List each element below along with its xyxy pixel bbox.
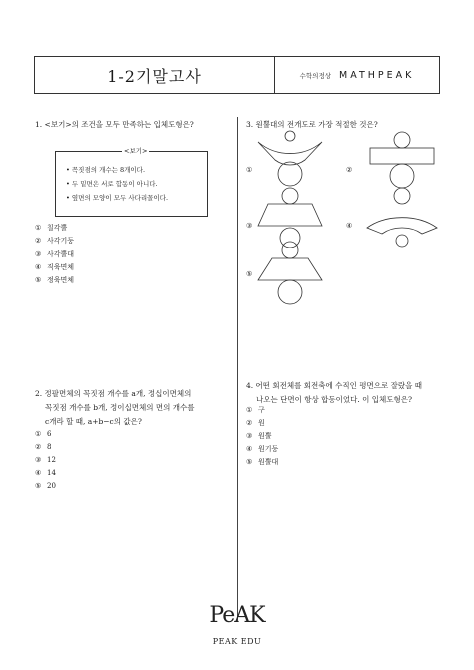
- q2-choice-1[interactable]: ① 6: [35, 430, 52, 438]
- q2-choice-3[interactable]: ③ 12: [35, 456, 56, 464]
- frustum-net-option-5: [250, 240, 330, 306]
- brand-area: [275, 57, 439, 93]
- logo-text: PEAK EDU: [212, 637, 262, 646]
- frustum-net-option-4: [362, 186, 442, 248]
- q1-choice-4[interactable]: ④ 직육면체: [35, 263, 75, 271]
- q4-choice-5[interactable]: ⑤ 원뿔대: [246, 458, 279, 466]
- q2-choice-4[interactable]: ④ 14: [35, 469, 56, 477]
- q3-option-5-label[interactable]: ⑤: [246, 270, 253, 278]
- question-1-title: 1. <보기>의 조건을 모두 만족하는 입체도형은?: [35, 120, 194, 129]
- exam-header: [34, 56, 440, 94]
- bogi-item: • 두 밑면은 서로 합동이 아니다.: [66, 180, 158, 188]
- q1-choice-5[interactable]: ⑤ 정육면체: [35, 276, 75, 284]
- q4-choice-3[interactable]: ③ 원뿔: [246, 432, 272, 440]
- bogi-label: <보기>: [124, 147, 148, 155]
- exam-title: 1-2기말고사: [35, 57, 275, 93]
- q4-choice-4[interactable]: ④ 원기둥: [246, 445, 279, 453]
- bogi-box: [55, 147, 208, 217]
- q4-choice-2[interactable]: ② 원: [246, 419, 265, 427]
- brand-slogan: 수학의정상: [299, 71, 332, 80]
- q1-choice-3[interactable]: ③ 사각뿔대: [35, 250, 75, 258]
- frustum-net-option-1: [250, 130, 330, 190]
- question-2-title: 2. 정팔면체의 꼭짓점 개수를 a개, 정십이면체의 꼭짓점 개수를 b개, 정이십면체의 면의 개수를 c개라 할 때, a+b−c의 값은?: [35, 389, 195, 426]
- q1-choice-2[interactable]: ② 사각기둥: [35, 237, 75, 245]
- q4-choice-1[interactable]: ① 구: [246, 406, 265, 414]
- bogi-item: • 옆면의 모양이 모두 사다리꼴이다.: [66, 194, 169, 202]
- peak-edu-logo: [200, 596, 274, 656]
- logo-mark: PeAK: [209, 603, 265, 628]
- q3-option-2-label[interactable]: ②: [346, 166, 353, 174]
- frustum-net-option-3: [250, 186, 330, 248]
- brand-name: MATHPEAK: [339, 69, 415, 81]
- question-4-title: 4. 어떤 회전체를 회전축에 수직인 평면으로 잘랐을 때 나오는 단면이 항상 합동이었다. 이 입체도형은?: [246, 381, 422, 404]
- q3-option-1-label[interactable]: ①: [246, 166, 253, 174]
- q1-choice-1[interactable]: ① 칠각뿔: [35, 224, 68, 232]
- bogi-item: • 꼭짓점의 개수는 8개이다.: [66, 166, 146, 174]
- frustum-net-option-2: [362, 130, 442, 190]
- q3-option-4-label[interactable]: ④: [346, 222, 353, 230]
- q2-choice-2[interactable]: ② 8: [35, 443, 52, 451]
- q3-option-3-label[interactable]: ③: [246, 222, 253, 230]
- q2-choice-5[interactable]: ⑤ 20: [35, 482, 56, 490]
- question-3-title: 3. 원뿔대의 전개도로 가장 적절한 것은?: [246, 120, 378, 129]
- column-divider: [237, 117, 238, 622]
